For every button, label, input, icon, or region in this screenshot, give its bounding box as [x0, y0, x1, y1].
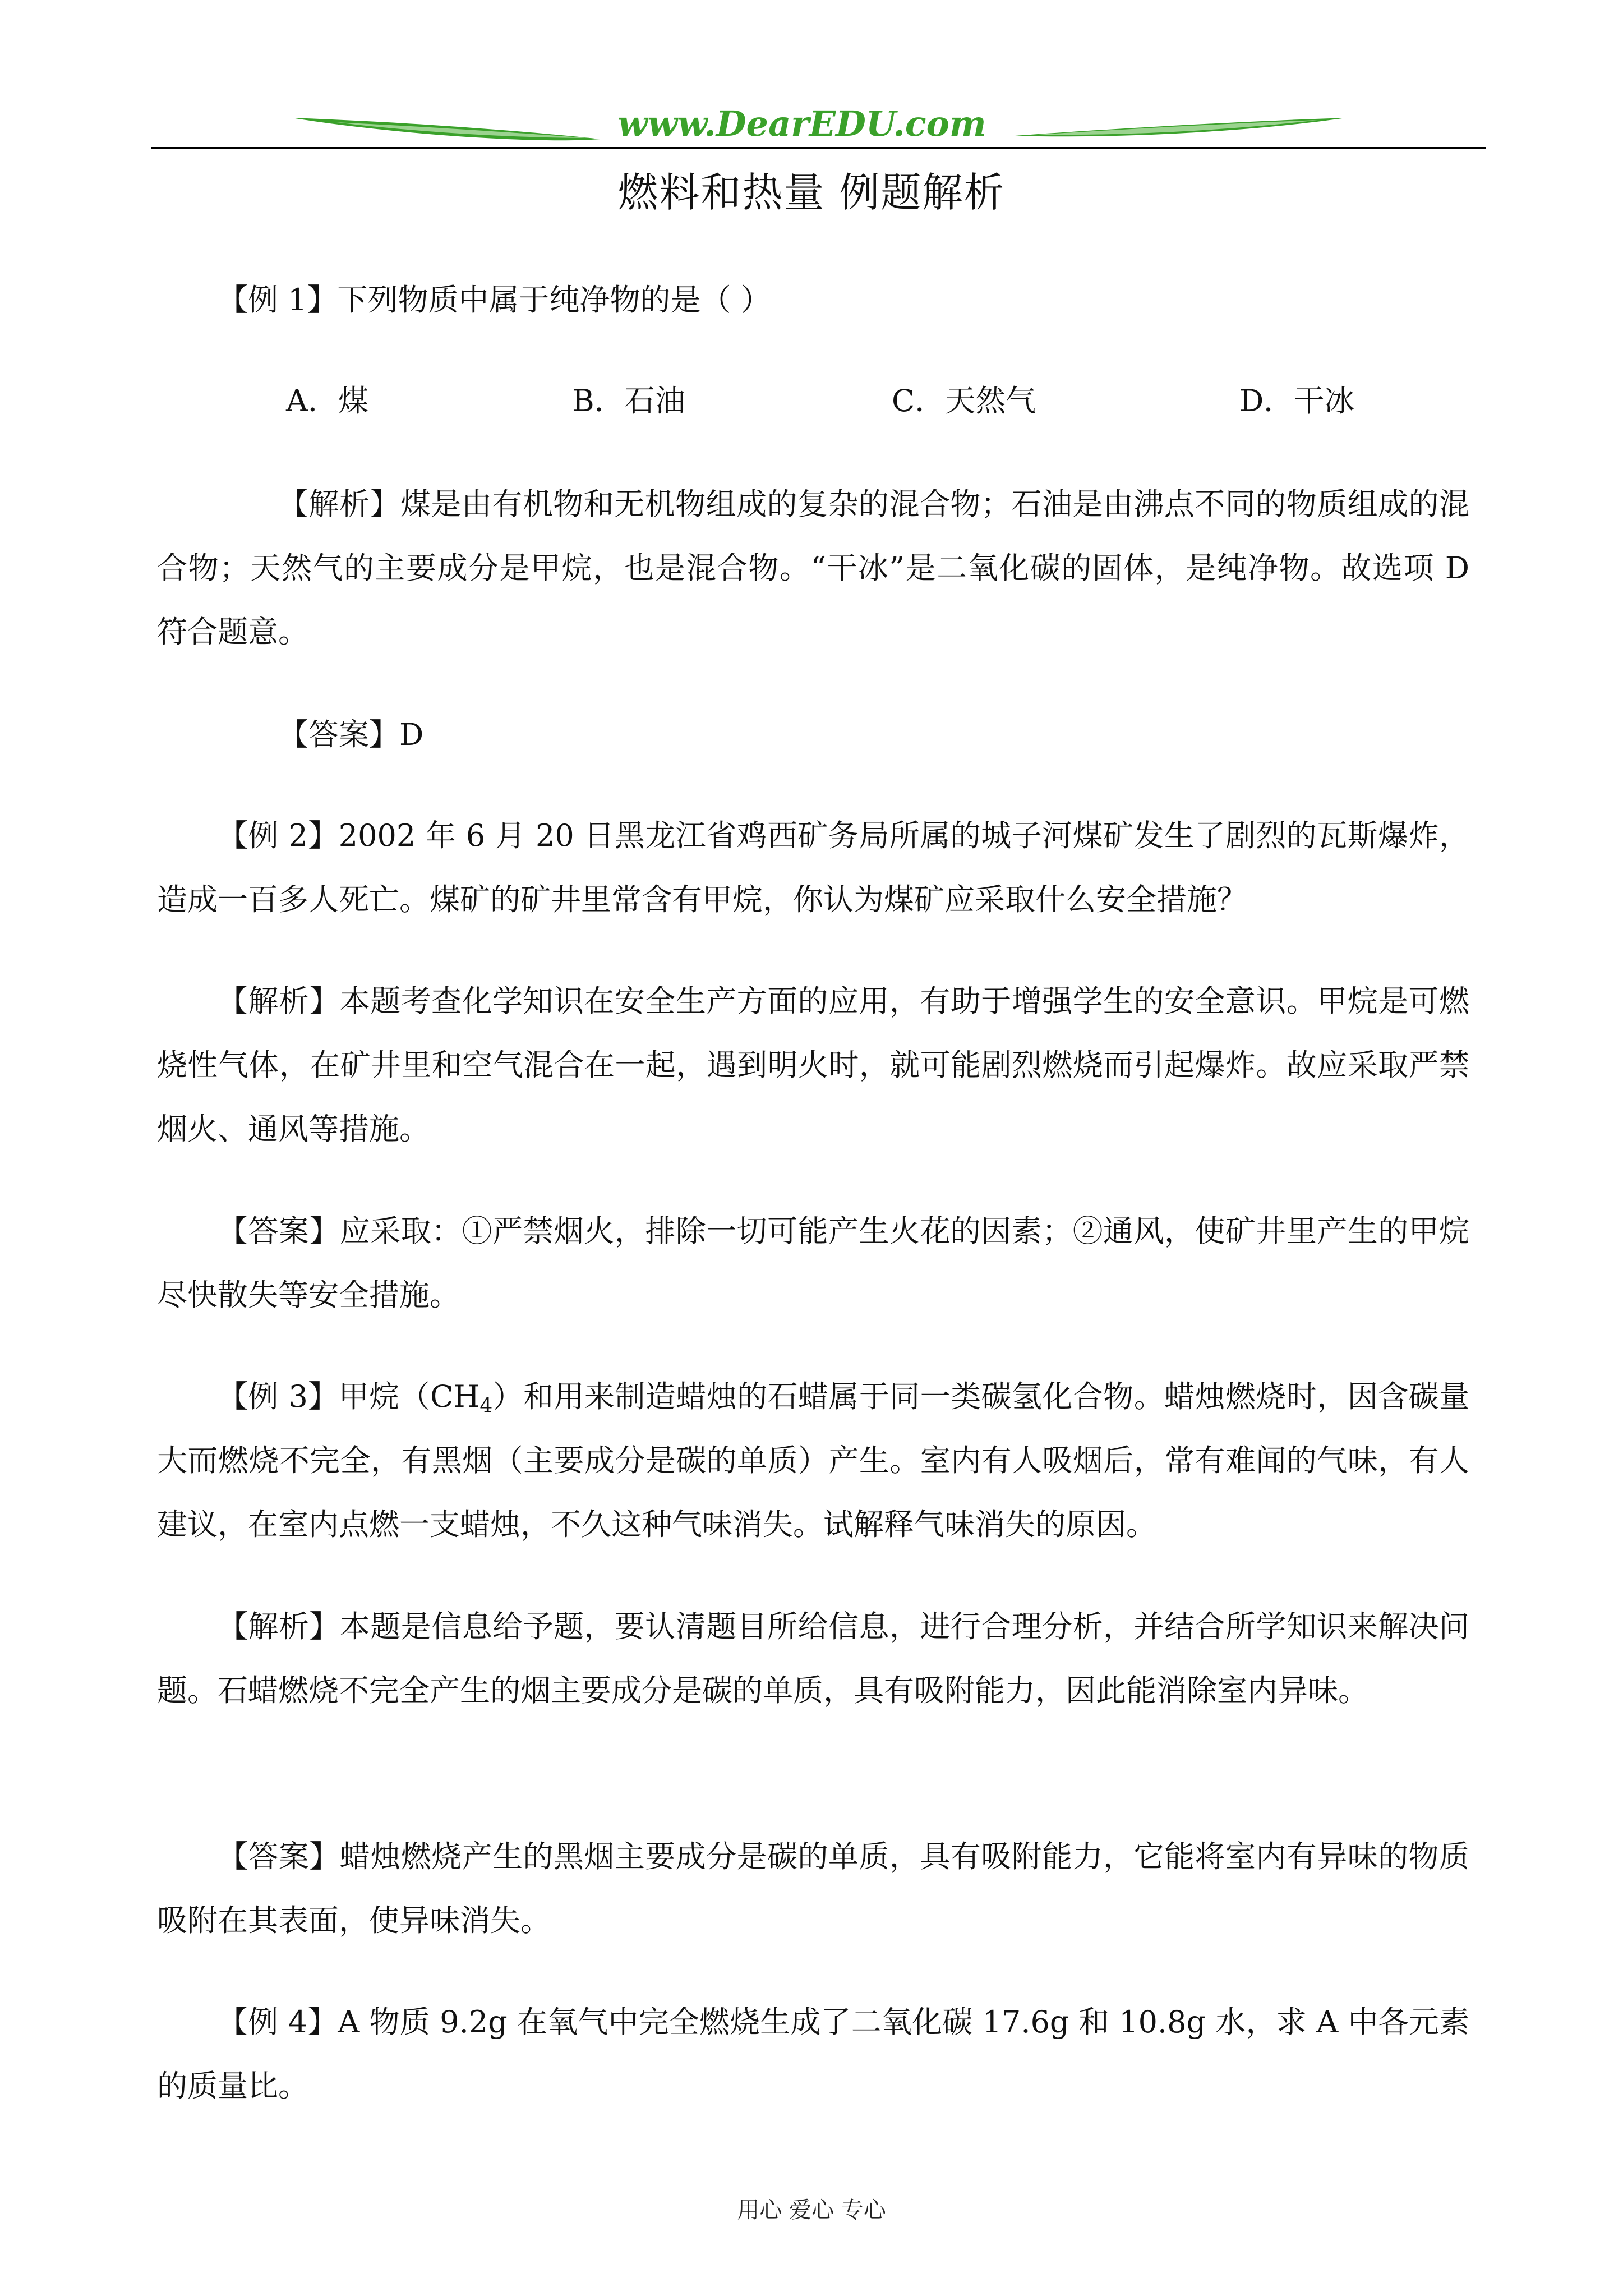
example-3-answer: 【答案】蜡烛燃烧产生的黑烟主要成分是碳的单质，具有吸附能力，它能将室内有异味的物质吸附在其表面，使异味消失。 [157, 1839, 1469, 1938]
example-3-analysis: 【解析】本题是信息给予题，要认清题目所给信息，进行合理分析，并结合所学知识来解决问题。石蜡燃烧不完全产生的烟主要成分是碳的单质，具有吸附能力，因此能消除室内异味。 [157, 1609, 1469, 1708]
example-3-question [157, 1365, 1469, 1557]
example-3-question-start: 【例 3】甲烷（CH [218, 1379, 480, 1414]
deredu-logo [151, 101, 1486, 163]
option-b: B．石油 [572, 383, 685, 418]
example-2-answer: 【答案】应采取：①严禁烟火，排除一切可能产生火花的因素；②通风，使矿井里产生的甲烷尽快散失等安全措施。 [157, 1213, 1469, 1313]
example-1-options [157, 369, 1469, 433]
example-1-question: 【例 1】下列物质中属于纯净物的是（ ） [218, 282, 771, 318]
example-1-analysis: 【解析】煤是由有机物和无机物组成的复杂的混合物；石油是由沸点不同的物质组成的混合物；天然气的主要成分是甲烷，也是混合物。“干冰”是二氧化碳的固体，是纯净物。故选项 D 符合题意。 [157, 486, 1469, 650]
example-4-question: 【例 4】A 物质 9.2g 在氧气中完全燃烧生成了二氧化碳 17.6g 和 10.8g 水，求 A 中各元素的质量比。 [157, 2004, 1469, 2104]
option-a: A．煤 [286, 383, 368, 418]
page-footer: 用心 爱心 专心 [737, 2197, 886, 2223]
header-rule [151, 147, 1486, 149]
option-c: C．天然气 [892, 383, 1036, 418]
example-2-analysis: 【解析】本题考查化学知识在安全生产方面的应用，有助于增强学生的安全意识。甲烷是可燃烧性气体，在矿井里和空气混合在一起，遇到明火时，就可能剧烈燃烧而引起爆炸。故应采取严禁烟火、通风等措施。 [157, 983, 1469, 1147]
page-header [151, 101, 1486, 163]
example-2-question: 【例 2】2002 年 6 月 20 日黑龙江省鸡西矿务局所属的城子河煤矿发生了剧烈的瓦斯爆炸，造成一百多人死亡。煤矿的矿井里常含有甲烷，你认为煤矿应采取什么安全措施？ [157, 818, 1469, 917]
example-1-answer: 【答案】D [278, 717, 424, 752]
example-3-question-end: ）和用来制造蜡烛的石蜡属于同一类碳氢化合物。蜡烛燃烧时，因含碳量大而燃烧不完全，有黑烟（主要成分是碳的单质）产生。室内有人吸烟后，常有难闻的气味，有人建议，在室内点燃一支蜡烛，不久这种气味消失。试解释气味消失的原因。 [157, 1379, 1470, 1542]
subscript-4: 4 [479, 1395, 493, 1418]
page-title: 燃料和热量 例题解析 [617, 169, 1006, 216]
logo-text: www.DearEDU.com [617, 103, 986, 144]
option-d: D．干冰 [1239, 383, 1355, 418]
